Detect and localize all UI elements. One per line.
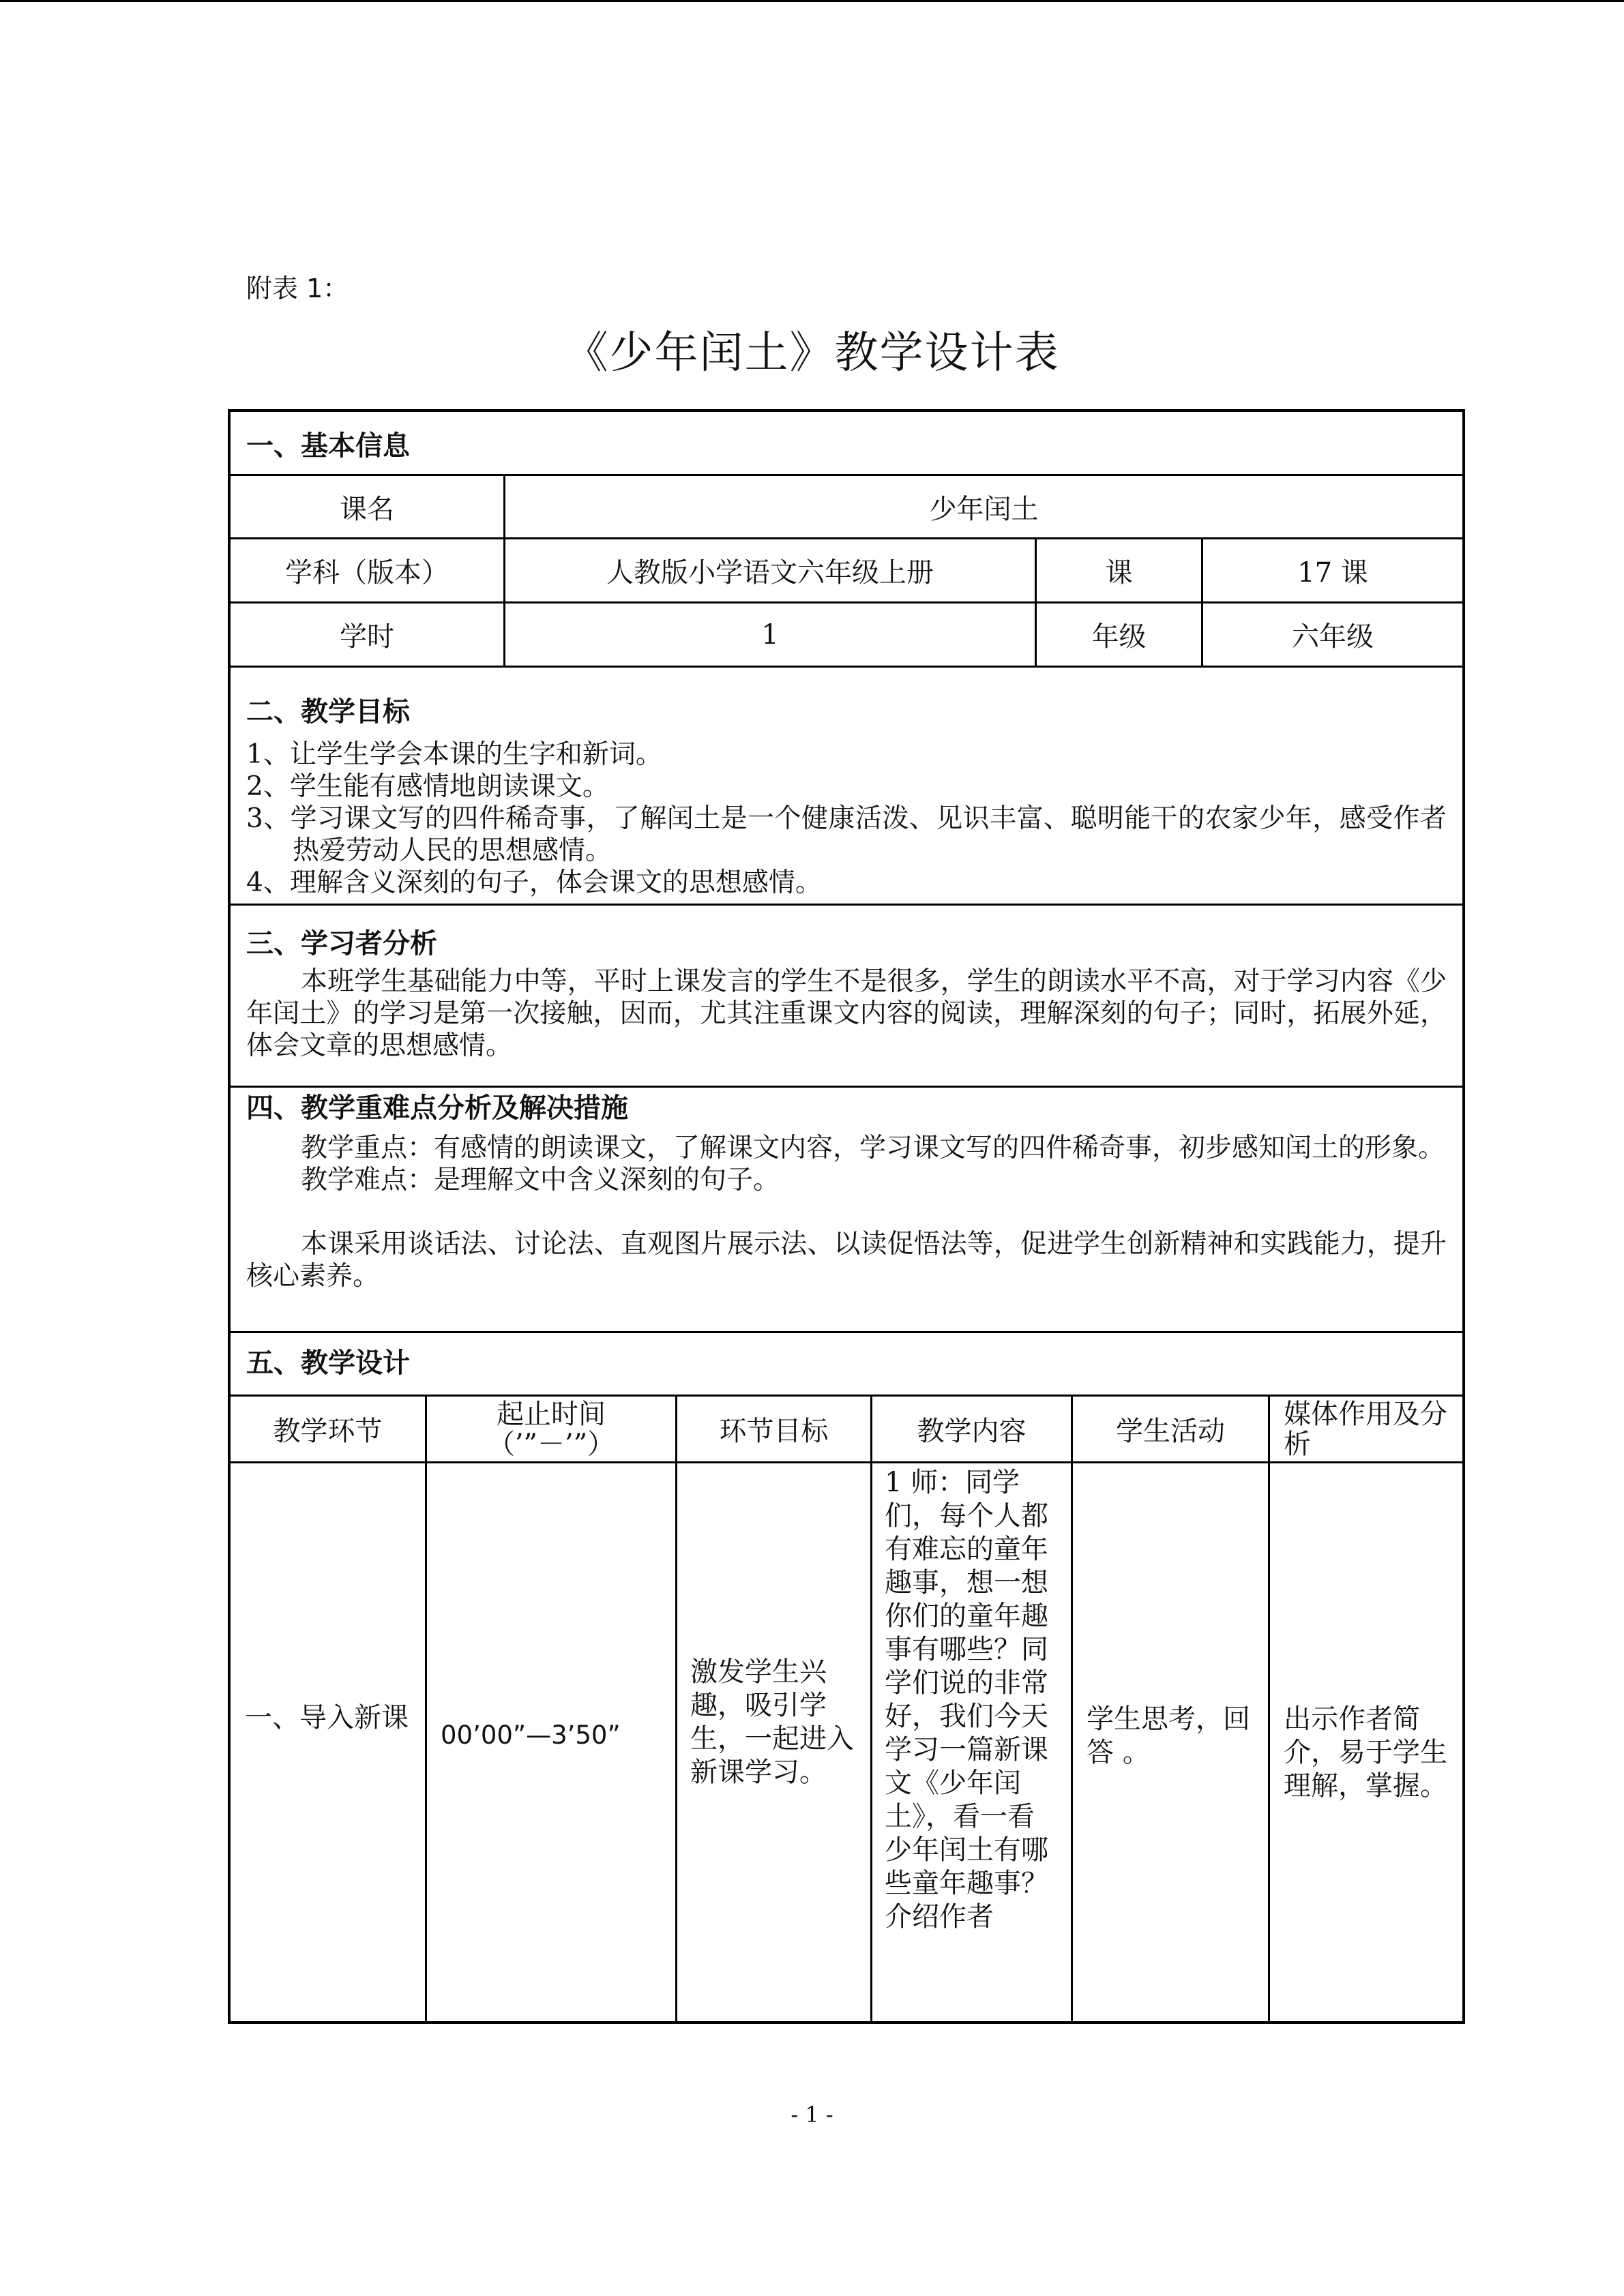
- section-design-heading: 五、教学设计: [246, 1347, 410, 1379]
- teaching-difficulty-text: 教学难点：是理解文中含义深刻的句子。: [301, 1165, 780, 1195]
- objective-item: 1、让学生学会本课的生字和新词。: [246, 739, 662, 770]
- row-time-cell: 00’00”—3’50”: [441, 1720, 621, 1750]
- header-time: 起止时间（’”－’”）: [487, 1398, 615, 1460]
- section-objectives-heading: 二、教学目标: [246, 696, 410, 728]
- course-name-label: 课名: [340, 493, 394, 525]
- appendix-label: 附表 1：: [246, 273, 349, 303]
- row-media-cell: 出示作者简介，易于学生理解，掌握。: [1284, 1703, 1447, 1802]
- col-rule: [425, 1395, 427, 2024]
- header-activity: 学生活动: [1116, 1416, 1225, 1447]
- row-content-cell: 1 师：同学们，每个人都有难忘的童年趣事，想一想你们的童年趣事有哪些？同学们说的非常好，我们今天学习一篇新课文《少年闰土》，看一看少年闰土有哪些童年趣事？介绍作者: [885, 1467, 1048, 1933]
- teaching-focus-text: 教学重点：有感情的朗读课文，了解课文内容，学习课文写的四件稀奇事，初步感知闰土的形象。: [301, 1133, 1445, 1163]
- section-key-points-heading: 四、教学重难点分析及解决措施: [246, 1092, 628, 1124]
- col-rule: [870, 1395, 872, 2024]
- row-rule: [228, 904, 1465, 906]
- row-activity-cell: 学生思考，回答 。: [1087, 1703, 1250, 1768]
- col-rule: [675, 1395, 677, 2024]
- col-rule: [1071, 1395, 1073, 2024]
- section-basic-info-heading: 一、基本信息: [246, 430, 410, 462]
- key-points-block: [246, 1132, 1447, 1292]
- objective-item: 2、学生能有感情地朗读课文。: [246, 771, 609, 802]
- grade-value: 六年级: [1292, 621, 1374, 653]
- objectives-list: [246, 739, 1447, 899]
- subject-value: 人教版小学语文六年级上册: [606, 557, 934, 588]
- col-rule: [1268, 1395, 1270, 2024]
- lesson-value: 17 课: [1297, 557, 1368, 588]
- row-rule: [228, 1331, 1465, 1333]
- header-stage: 教学环节: [273, 1416, 383, 1447]
- class-hours-value: 1: [761, 618, 779, 651]
- header-content: 教学内容: [917, 1416, 1027, 1447]
- subject-label: 学科（版本）: [285, 557, 449, 588]
- header-media: 媒体作用及分析: [1284, 1398, 1447, 1460]
- teaching-methods-text: 本课采用谈话法、讨论法、直观图片展示法、以读促悟法等，促进学生创新精神和实践能力，提升核心素养。: [246, 1229, 1447, 1292]
- header-goal: 环节目标: [719, 1416, 829, 1447]
- document-title: 《少年闰土》教学设计表: [564, 328, 1060, 378]
- section-learner-analysis-heading: 三、学习者分析: [246, 928, 437, 959]
- top-border-line: [0, 0, 1624, 2]
- learner-analysis-text: 本班学生基础能力中等，平时上课发言的学生不是很多，学生的朗读水平不高，对于学习内容《少年闰土》的学习是第一次接触，因而，尤其注重课文内容的阅读，理解深刻的句子；同时，拓展外延，体会文章的思想感情。: [246, 966, 1447, 1061]
- row-goal-cell: 激发学生兴趣，吸引学生，一起进入新课学习。: [690, 1656, 854, 1788]
- row-stage-cell: 一、导入新课: [245, 1702, 409, 1733]
- lesson-label: 课: [1105, 557, 1133, 588]
- objective-item: 3、学习课文写的四件稀奇事，了解闰土是一个健康活泼、见识丰富、聪明能干的农家少年，感受作者热爱劳动人民的思想感情。: [246, 803, 1447, 866]
- class-hours-label: 学时: [340, 621, 394, 653]
- course-name-value: 少年闰土: [929, 493, 1039, 525]
- page-number: - 1 -: [791, 2102, 833, 2128]
- objective-item: 4、理解含义深刻的句子，体会课文的思想感情。: [246, 867, 822, 898]
- grade-label: 年级: [1091, 621, 1147, 653]
- row-rule: [228, 666, 1465, 668]
- row-rule: [228, 1461, 1465, 1463]
